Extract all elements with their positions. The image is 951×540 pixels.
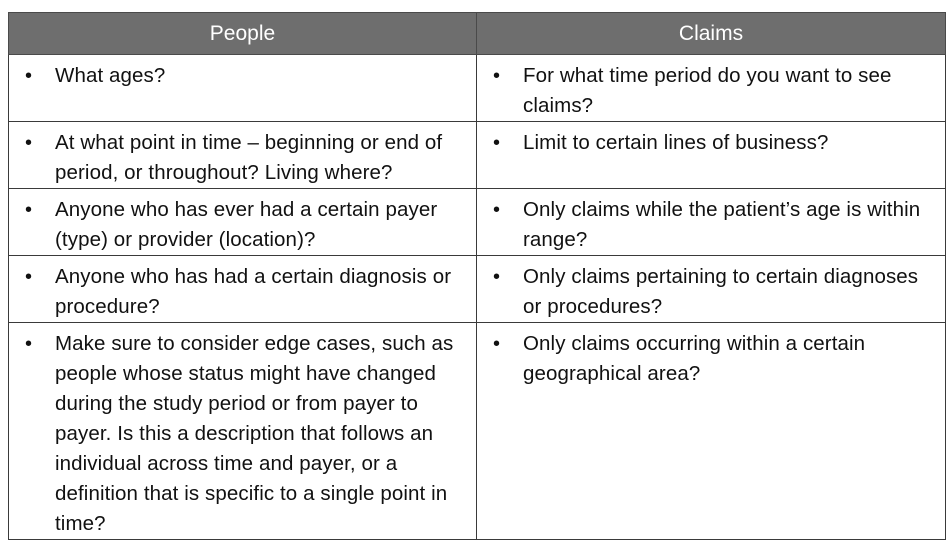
claims-item: Only claims occurring within a certain geographical area? bbox=[523, 332, 866, 385]
table-row bbox=[9, 122, 946, 189]
people-item: Anyone who has ever had a certain payer (type) or provider (location)? bbox=[55, 198, 438, 251]
bullet-icon: • bbox=[493, 333, 501, 355]
table-row bbox=[9, 323, 946, 540]
people-cell bbox=[9, 55, 477, 122]
people-item: Anyone who has had a certain diagnosis or procedure? bbox=[55, 265, 452, 318]
bullet-icon: • bbox=[25, 199, 33, 221]
claims-cell bbox=[477, 189, 946, 256]
bullet-icon: • bbox=[25, 266, 33, 288]
claims-cell bbox=[477, 55, 946, 122]
claims-cell bbox=[477, 323, 946, 540]
people-cell bbox=[9, 122, 477, 189]
column-header-claims: Claims bbox=[477, 13, 946, 55]
people-item: Make sure to consider edge cases, such as people whose status might have changed during the study period or from payer to payer. Is this a description that follows an individual across time and payer, or a definition that is specific to a single point in time? bbox=[55, 332, 454, 535]
bullet-icon: • bbox=[493, 65, 501, 87]
claims-item: Only claims while the patient’s age is within range? bbox=[523, 198, 921, 251]
claims-cell bbox=[477, 256, 946, 323]
column-header-people: People bbox=[9, 13, 477, 55]
table-row bbox=[9, 256, 946, 323]
people-cell bbox=[9, 189, 477, 256]
bullet-icon: • bbox=[25, 65, 33, 87]
claims-item: Only claims pertaining to certain diagnoses or procedures? bbox=[523, 265, 919, 318]
criteria-table bbox=[8, 12, 946, 540]
people-item: At what point in time – beginning or end of period, or throughout? Living where? bbox=[55, 131, 443, 184]
table-header-row bbox=[9, 13, 946, 55]
bullet-icon: • bbox=[493, 132, 501, 154]
bullet-icon: • bbox=[493, 199, 501, 221]
table-row bbox=[9, 189, 946, 256]
claims-cell bbox=[477, 122, 946, 189]
bullet-icon: • bbox=[25, 132, 33, 154]
claims-item: Limit to certain lines of business? bbox=[523, 131, 829, 154]
table-row bbox=[9, 55, 946, 122]
bullet-icon: • bbox=[493, 266, 501, 288]
people-item: What ages? bbox=[55, 64, 166, 87]
claims-item: For what time period do you want to see claims? bbox=[523, 64, 892, 117]
people-cell bbox=[9, 323, 477, 540]
bullet-icon: • bbox=[25, 333, 33, 355]
people-cell bbox=[9, 256, 477, 323]
criteria-table-container bbox=[8, 12, 945, 540]
